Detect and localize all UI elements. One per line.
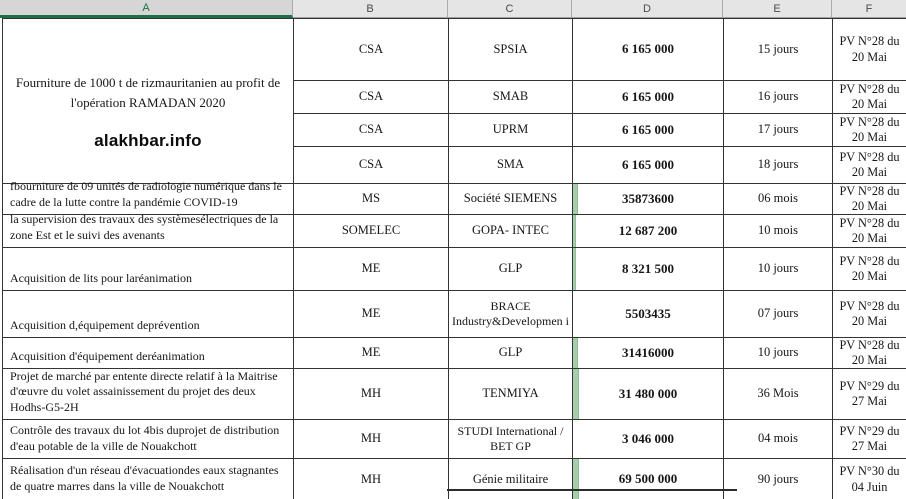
cell-entity[interactable]: CSA [294,19,449,81]
cell-pv[interactable]: PV N°28 du 20 Mai [833,338,906,369]
cell-amount[interactable]: 31 480 000 [573,369,724,420]
cell-contractor[interactable]: SMA [449,147,573,184]
table-row [3,248,906,291]
green-flag-bar [573,338,578,368]
cell-entity[interactable]: SOMELEC [294,215,449,248]
cell-contractor[interactable]: Génie militaire [449,459,573,499]
cell-pv[interactable]: PV N°28 du 20 Mai [833,147,906,184]
cell-amount[interactable]: 12 687 200 [573,215,724,248]
cell-entity[interactable]: CSA [294,81,449,114]
cell-entity[interactable]: MS [294,184,449,215]
cell-description[interactable]: Acquisition d'équipement deréanimation [3,338,294,369]
cell-contractor[interactable]: STUDI International / BET GP [449,420,573,459]
cell-description[interactable]: fbourniture de 09 unités de radiologie numérique dans le cadre de la lutte contre la pandémie COVID-19 [3,184,294,215]
cell-amount[interactable]: 6 165 000 [573,114,724,147]
cell-description[interactable]: Acquisition d,équipement deprévention [3,291,294,338]
cell-amount[interactable]: 6 165 000 [573,81,724,114]
cell-pv[interactable]: PV N°28 du 20 Mai [833,291,906,338]
table-row-group-ramadan [3,19,906,184]
cell-pv[interactable]: PV N°29 du 27 Mai [833,420,906,459]
cell-entity[interactable]: ME [294,248,449,291]
cell-amount[interactable]: 35873600 [573,184,724,215]
column-header-c[interactable]: C [448,0,572,18]
column-header-f[interactable]: F [832,0,906,18]
cell-duration[interactable]: 06 mois [724,184,833,215]
table-row [294,114,906,147]
watermark-text: alakhbar.info [94,131,202,151]
cell-amount[interactable]: 6 165 000 [573,19,724,81]
cell-description[interactable]: Contrôle des travaux du lot 4bis duprojet de distribution d'eau potable de la ville de Nouakchott [3,420,294,459]
table-row [3,291,906,338]
green-flag-bar [573,459,579,499]
cell-contractor[interactable]: GLP [449,338,573,369]
cell-pv[interactable]: PV N°28 du 20 Mai [833,215,906,248]
green-flag-bar [573,369,579,419]
cell-pv[interactable]: PV N°28 du 20 Mai [833,248,906,291]
cell-entity[interactable]: CSA [294,114,449,147]
table-row [294,19,906,81]
column-header-a[interactable]: A [0,0,293,18]
cell-duration[interactable]: 10 mois [724,215,833,248]
cell-description[interactable]: Acquisition de lits pour laréanimation [3,248,294,291]
cell-duration[interactable]: 07 jours [724,291,833,338]
cell-amount[interactable]: 5503435 [573,291,724,338]
contracts-table[interactable] [2,18,906,499]
table-row [294,81,906,114]
cell-contractor[interactable]: BRACE Industry&Developmen i [449,291,573,338]
cell-description[interactable]: Projet de marché par entente directe relatif à la Maitrise d'œuvre du volet assainissement du projet des deux Hodhs-G5-2H [3,369,294,420]
cell-amount[interactable]: 8 321 500 [573,248,724,291]
cell-description[interactable]: Réalisation d'un réseau d'évacuationdes eaux stagnantes de quatre marres dans la ville de Nouakchott [3,459,294,499]
cell-duration[interactable]: 04 mois [724,420,833,459]
column-header-row [0,0,906,18]
cell-duration[interactable]: 10 jours [724,338,833,369]
green-flag-bar [573,215,576,247]
cell-amount[interactable]: 31416000 [573,338,724,369]
cell-entity[interactable]: MH [294,369,449,420]
cell-pv[interactable]: PV N°28 du 20 Mai [833,114,906,147]
cell-entity[interactable]: ME [294,338,449,369]
cell-duration[interactable]: 17 jours [724,114,833,147]
table-row [3,212,906,248]
column-header-d[interactable]: D [572,0,723,18]
cell-contractor[interactable]: GLP [449,248,573,291]
table-row [3,369,906,420]
table-row [3,179,906,215]
cell-a-merged-description[interactable] [3,19,294,184]
cell-duration[interactable]: 18 jours [724,147,833,184]
cell-description[interactable]: la supervision des travaux des systèmesélectriques de la zone Est et le suivi des avenants [3,215,294,248]
merged-description-text: Fourniture de 1000 t de rizmauritanien au profit de l'opération RAMADAN 2020 [15,75,281,110]
table-bottom-edge-line [447,489,737,491]
cell-contractor[interactable]: SPSIA [449,19,573,81]
cell-pv[interactable]: PV N°29 du 27 Mai [833,369,906,420]
cell-entity[interactable]: ME [294,291,449,338]
cell-duration[interactable]: 15 jours [724,19,833,81]
cell-duration[interactable]: 36 Mois [724,369,833,420]
cell-duration[interactable]: 16 jours [724,81,833,114]
cell-entity[interactable]: MH [294,459,449,499]
table-row [3,420,906,459]
cell-duration[interactable]: 90 jours [724,459,833,499]
table-row [3,338,906,369]
cell-contractor[interactable]: Société SIEMENS [449,184,573,215]
cell-amount[interactable]: 69 500 000 [573,459,724,499]
column-header-e[interactable]: E [723,0,832,18]
cell-contractor[interactable]: UPRM [449,114,573,147]
table-row [294,147,906,184]
column-header-b[interactable]: B [293,0,448,18]
cell-contractor[interactable]: TENMIYA [449,369,573,420]
cell-entity[interactable]: CSA [294,147,449,184]
cell-pv[interactable]: PV N°28 du 20 Mai [833,81,906,114]
cell-pv[interactable]: PV N°30 du 04 Juin [839,464,900,494]
cell-pv[interactable]: PV N°28 du 20 Mai [833,19,906,81]
cell-entity[interactable]: MH [294,420,449,459]
cell-duration[interactable]: 10 jours [724,248,833,291]
table-row [3,459,906,499]
cell-amount[interactable]: 3 046 000 [573,420,724,459]
cell-contractor[interactable]: GOPA- INTEC [449,215,573,248]
cell-contractor[interactable]: SMAB [449,81,573,114]
green-flag-bar [573,184,578,214]
green-flag-bar [573,248,576,290]
cell-pv[interactable]: PV N°28 du 20 Mai [833,184,906,215]
cell-amount[interactable]: 6 165 000 [573,147,724,184]
